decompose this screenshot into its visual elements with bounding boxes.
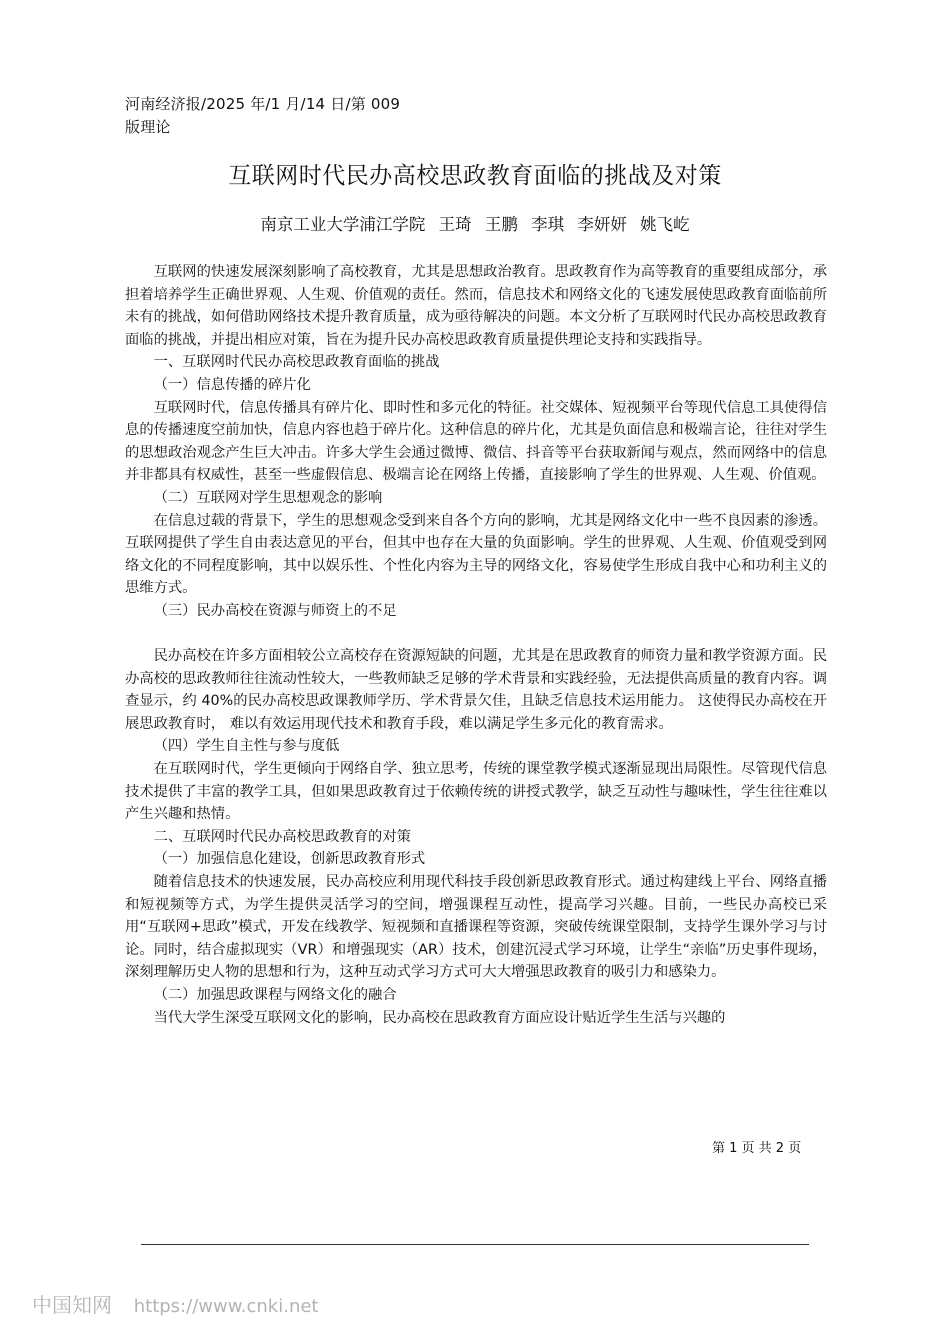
author-line	[0, 212, 950, 238]
author-name: 李妍妍	[577, 215, 627, 234]
watermark-url: https://www.cnki.net	[133, 1296, 319, 1317]
section-heading: 一、互联网时代民办高校思政教育面临的挑战	[153, 354, 440, 371]
subsection-heading: （一）信息传播的碎片化	[153, 376, 311, 393]
body-paragraph: 互联网时代，信息传播具有碎片化、即时性和多元化的特征。社交媒体、短视频平台等现代信息工具使得信息的传播速度空前加快，信息内容也趋于碎片化。这种信息的碎片化，尤其是负面信息和极端言论，往往对学生的思想政治观念产生巨大冲击。许多大学生会通过微博、微信、抖音等平台获取新闻与观点，然而网络中的信息并非都具有权威性，甚至一些虚假信息、极端言论在网络上传播，直接影响了学生的世界观、人生观、价值观。	[125, 399, 827, 484]
author-name: 王鹏	[484, 215, 518, 234]
body-paragraph: 民办高校在许多方面相较公立高校存在资源短缺的问题，尤其是在思政教育的师资力量和教学资源方面。民办高校的思政教师往往流动性较大，一些教师缺乏足够的学术背景和实践经验，无法提供高质量的教育内容。调查显示，约 40%的民办高校思政课教师学历、学术背景欠佳，且缺乏信息技术运用能力。 这使得民办高校在开展思政教育时， 难以有效运用现代技术和教育手段，难以满足学生多元化的教育需求。	[125, 648, 827, 732]
subsection-heading: （一）加强信息化建设，创新思政教育形式	[153, 851, 426, 868]
article-body	[125, 261, 827, 1029]
watermark-name: 中国知网	[32, 1293, 112, 1317]
intro-paragraph: 互联网的快速发展深刻影响了高校教育，尤其是思想政治教育。思政教育作为高等教育的重要组成部分，承担着培养学生正确世界观、人生观、价值观的责任。然而，信息技术和网络文化的飞速发展使思政教育面临前所未有的挑战，如何借助网络技术提升教育质量，成为亟待解决的问题。本文分析了互联网时代民办高校思政教育面临的挑战，并提出相应对策，旨在为提升民办高校思政教育质量提供理论支持和实践指导。	[125, 264, 827, 348]
article-title: 互联网时代民办高校思政教育面临的挑战及对策	[228, 163, 722, 189]
source-line-1: 河南经济报/2025 年/1 月/14 日/第 009	[125, 95, 401, 113]
body-paragraph: 在互联网时代，学生更倾向于网络自学、独立思考，传统的课堂教学模式逐渐显现出局限性。尽管现代信息技术提供了丰富的教学工具，但如果思政教育过于依赖传统的讲授式教学，缺乏互动性与趣味性，学生往往难以产生兴趣和热情。	[125, 761, 827, 823]
body-paragraph: 当代大学生深受互联网文化的影响，民办高校在思政教育方面应设计贴近学生生活与兴趣的	[153, 1009, 726, 1026]
source-line-2: 版理论	[125, 118, 171, 136]
subsection-heading: （二）互联网对学生思想观念的影响	[153, 489, 383, 506]
affiliation: 南京工业大学浦江学院	[260, 215, 426, 234]
author-name: 李琪	[531, 215, 565, 234]
source-citation	[125, 93, 415, 139]
subsection-heading: （三）民办高校在资源与师资上的不足	[153, 602, 397, 619]
author-name: 姚飞屹	[640, 215, 690, 234]
author-name: 王琦	[438, 215, 472, 234]
footer-divider	[141, 1244, 809, 1245]
subsection-heading: （四）学生自主性与参与度低	[153, 738, 340, 755]
section-heading: 二、互联网时代民办高校思政教育的对策	[153, 828, 411, 845]
watermark	[32, 1292, 318, 1320]
page-number: 第 1 页 共 2 页	[712, 1141, 802, 1156]
body-paragraph: 在信息过载的背景下，学生的思想观念受到来自各个方向的影响，尤其是网络文化中一些不良因素的渗透。互联网提供了学生自由表达意见的平台，但其中也存在大量的负面影响。学生的世界观、人生观、价值观受到网络文化的不同程度影响，其中以娱乐性、个性化内容为主导的网络文化，容易使学生形成自我中心和功利主义的思维方式。	[125, 512, 827, 597]
subsection-heading: （二）加强思政课程与网络文化的融合	[153, 987, 397, 1003]
body-paragraph: 随着信息技术的快速发展，民办高校应利用现代科技手段创新思政教育形式。通过构建线上平台、网络直播和短视频等方式，为学生提供灵活学习的空间，增强课程互动性，提高学习兴趣。目前，一些民办高校已采用“互联网+思政”模式，开发在线教学、短视频和直播课程等资源，突破传统课堂限制，支持学生课外学习与讨论。同时，结合虚拟现实（VR）和增强现实（AR）技术，创建沉浸式学习环境，让学生“亲临”历史事件现场，深刻理解历史人物的思想和行为，这种互动式学习方式可大大增强思政教育的吸引力和感染力。	[125, 874, 827, 981]
